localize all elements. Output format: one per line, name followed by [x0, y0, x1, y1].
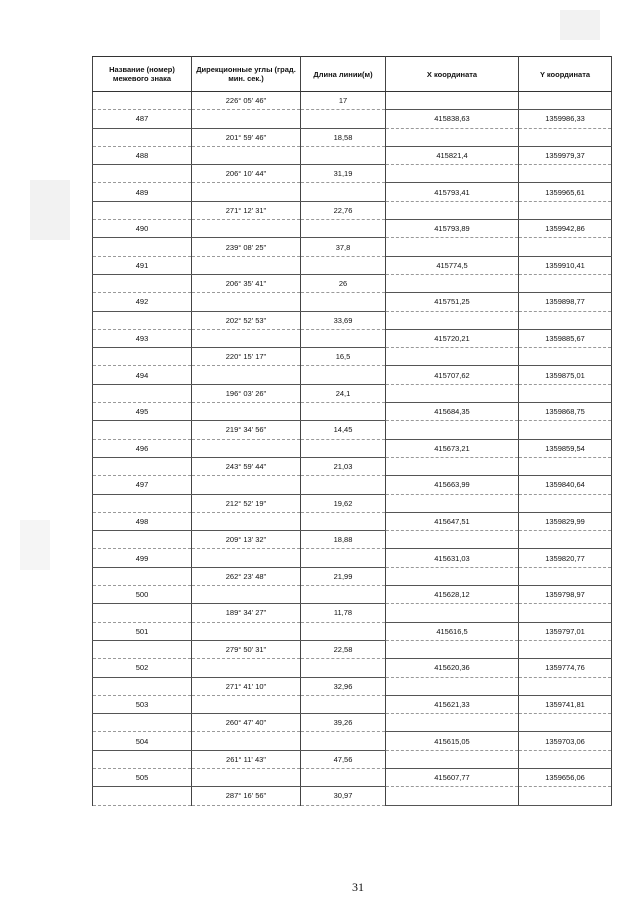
cell-y-coordinate: 1359797,01: [519, 622, 612, 640]
cell-y-coordinate: 1359986,33: [519, 110, 612, 128]
cell-line-length: [301, 183, 386, 201]
cell-x-coordinate: 415707,62: [386, 366, 519, 384]
cell-line-length: 19,62: [301, 494, 386, 512]
cell-marker-name: [93, 201, 192, 219]
cell-x-coordinate: 415838,63: [386, 110, 519, 128]
page-number: 31: [352, 880, 364, 894]
cell-x-coordinate: [386, 384, 519, 402]
cell-marker-name: [93, 787, 192, 805]
cell-direction-angle: 287° 16' 56": [192, 787, 301, 805]
cell-line-length: [301, 403, 386, 421]
cell-y-coordinate: [519, 165, 612, 183]
cell-line-length: [301, 659, 386, 677]
cell-direction-angle: [192, 768, 301, 786]
table-row: [93, 549, 612, 567]
table-row: [93, 110, 612, 128]
cell-marker-name: 490: [93, 220, 192, 238]
table-row: [93, 403, 612, 421]
cell-x-coordinate: 415793,89: [386, 220, 519, 238]
cell-x-coordinate: [386, 201, 519, 219]
cell-direction-angle: 260° 47' 40": [192, 714, 301, 732]
cell-y-coordinate: 1359979,37: [519, 146, 612, 164]
cell-y-coordinate: [519, 457, 612, 475]
cell-y-coordinate: [519, 311, 612, 329]
cell-x-coordinate: 415607,77: [386, 768, 519, 786]
cell-marker-name: 492: [93, 293, 192, 311]
cell-x-coordinate: [386, 531, 519, 549]
cell-marker-name: 499: [93, 549, 192, 567]
cell-direction-angle: [192, 220, 301, 238]
cell-x-coordinate: [386, 640, 519, 658]
table-row: [93, 457, 612, 475]
cell-marker-name: 489: [93, 183, 192, 201]
cell-direction-angle: 261° 11' 43": [192, 750, 301, 768]
cell-y-coordinate: [519, 787, 612, 805]
cell-marker-name: 495: [93, 403, 192, 421]
cell-marker-name: [93, 348, 192, 366]
table-row: [93, 256, 612, 274]
cell-marker-name: 498: [93, 512, 192, 530]
table-row: [93, 439, 612, 457]
cell-direction-angle: [192, 476, 301, 494]
cell-marker-name: 501: [93, 622, 192, 640]
cell-direction-angle: [192, 403, 301, 421]
cell-direction-angle: 201° 59' 46": [192, 128, 301, 146]
cell-x-coordinate: 415793,41: [386, 183, 519, 201]
cell-marker-name: [93, 92, 192, 110]
cell-x-coordinate: [386, 274, 519, 292]
cell-y-coordinate: 1359885,67: [519, 329, 612, 347]
cell-x-coordinate: [386, 567, 519, 585]
cell-y-coordinate: [519, 531, 612, 549]
cell-x-coordinate: [386, 92, 519, 110]
cell-line-length: [301, 622, 386, 640]
header-line-length: Длина линии(м): [301, 57, 386, 92]
cell-line-length: [301, 146, 386, 164]
cell-direction-angle: [192, 183, 301, 201]
cell-x-coordinate: 415615,05: [386, 732, 519, 750]
table-row: [93, 366, 612, 384]
table-row: [93, 659, 612, 677]
cell-x-coordinate: [386, 750, 519, 768]
cell-direction-angle: 262° 23' 48": [192, 567, 301, 585]
cell-y-coordinate: 1359774,76: [519, 659, 612, 677]
cell-y-coordinate: [519, 238, 612, 256]
cell-marker-name: 500: [93, 586, 192, 604]
cell-marker-name: 487: [93, 110, 192, 128]
cell-line-length: 16,5: [301, 348, 386, 366]
cell-line-length: 47,56: [301, 750, 386, 768]
cell-direction-angle: [192, 366, 301, 384]
cell-marker-name: 505: [93, 768, 192, 786]
cell-y-coordinate: [519, 384, 612, 402]
cell-marker-name: [93, 421, 192, 439]
table-row: [93, 201, 612, 219]
table-row: [93, 183, 612, 201]
cell-direction-angle: 219° 34' 56": [192, 421, 301, 439]
cell-y-coordinate: 1359840,64: [519, 476, 612, 494]
cell-line-length: 18,88: [301, 531, 386, 549]
cell-line-length: 17: [301, 92, 386, 110]
cell-line-length: 18,58: [301, 128, 386, 146]
cell-marker-name: [93, 677, 192, 695]
cell-direction-angle: 206° 35' 41": [192, 274, 301, 292]
cell-direction-angle: 209° 13' 32": [192, 531, 301, 549]
cell-direction-angle: [192, 695, 301, 713]
cell-line-length: 22,76: [301, 201, 386, 219]
cell-marker-name: [93, 531, 192, 549]
cell-line-length: [301, 439, 386, 457]
cell-line-length: [301, 586, 386, 604]
cell-y-coordinate: 1359942,86: [519, 220, 612, 238]
cell-y-coordinate: 1359703,06: [519, 732, 612, 750]
cell-direction-angle: 220° 15' 17": [192, 348, 301, 366]
cell-y-coordinate: 1359829,99: [519, 512, 612, 530]
boundary-coordinates-table: [92, 56, 612, 806]
cell-y-coordinate: [519, 348, 612, 366]
cell-line-length: 14,45: [301, 421, 386, 439]
cell-x-coordinate: [386, 348, 519, 366]
scan-noise: [30, 180, 70, 240]
cell-line-length: [301, 549, 386, 567]
cell-line-length: [301, 768, 386, 786]
cell-direction-angle: [192, 256, 301, 274]
cell-direction-angle: [192, 293, 301, 311]
cell-x-coordinate: 415751,25: [386, 293, 519, 311]
cell-marker-name: 504: [93, 732, 192, 750]
cell-y-coordinate: 1359898,77: [519, 293, 612, 311]
cell-direction-angle: [192, 329, 301, 347]
cell-x-coordinate: [386, 165, 519, 183]
cell-marker-name: [93, 640, 192, 658]
cell-y-coordinate: 1359859,54: [519, 439, 612, 457]
cell-y-coordinate: 1359798,97: [519, 586, 612, 604]
cell-y-coordinate: 1359868,75: [519, 403, 612, 421]
table-row: [93, 695, 612, 713]
cell-x-coordinate: 415673,21: [386, 439, 519, 457]
cell-direction-angle: 226° 05' 46": [192, 92, 301, 110]
cell-line-length: [301, 329, 386, 347]
cell-marker-name: 503: [93, 695, 192, 713]
cell-marker-name: 493: [93, 329, 192, 347]
table-row: [93, 146, 612, 164]
cell-y-coordinate: [519, 677, 612, 695]
cell-direction-angle: 212° 52' 19": [192, 494, 301, 512]
table-row: [93, 348, 612, 366]
table-row: [93, 586, 612, 604]
cell-y-coordinate: 1359910,41: [519, 256, 612, 274]
cell-line-length: [301, 366, 386, 384]
cell-direction-angle: [192, 146, 301, 164]
cell-x-coordinate: [386, 457, 519, 475]
cell-direction-angle: [192, 622, 301, 640]
cell-marker-name: 502: [93, 659, 192, 677]
cell-x-coordinate: [386, 494, 519, 512]
cell-marker-name: [93, 311, 192, 329]
table-row: [93, 238, 612, 256]
cell-direction-angle: 189° 34' 27": [192, 604, 301, 622]
cell-marker-name: 488: [93, 146, 192, 164]
cell-marker-name: 491: [93, 256, 192, 274]
cell-direction-angle: [192, 512, 301, 530]
cell-x-coordinate: [386, 128, 519, 146]
cell-marker-name: [93, 604, 192, 622]
table-row: [93, 421, 612, 439]
cell-x-coordinate: [386, 787, 519, 805]
cell-line-length: 30,97: [301, 787, 386, 805]
cell-y-coordinate: [519, 494, 612, 512]
cell-x-coordinate: 415628,12: [386, 586, 519, 604]
cell-marker-name: [93, 165, 192, 183]
cell-x-coordinate: 415631,03: [386, 549, 519, 567]
cell-direction-angle: 243° 59' 44": [192, 457, 301, 475]
header-y-coordinate: Y координата: [519, 57, 612, 92]
table-row: [93, 714, 612, 732]
cell-x-coordinate: [386, 677, 519, 695]
cell-line-length: 37,8: [301, 238, 386, 256]
cell-x-coordinate: 415616,5: [386, 622, 519, 640]
table-row: [93, 293, 612, 311]
table-row: [93, 732, 612, 750]
table-row: [93, 165, 612, 183]
table-row: [93, 494, 612, 512]
cell-y-coordinate: 1359875,01: [519, 366, 612, 384]
cell-y-coordinate: [519, 714, 612, 732]
cell-line-length: 32,96: [301, 677, 386, 695]
cell-y-coordinate: [519, 274, 612, 292]
cell-x-coordinate: 415684,35: [386, 403, 519, 421]
cell-direction-angle: 196° 03' 26": [192, 384, 301, 402]
cell-line-length: [301, 732, 386, 750]
table-row: [93, 476, 612, 494]
header-marker-name: Название (номер) межевого знака: [93, 57, 192, 92]
cell-direction-angle: [192, 586, 301, 604]
cell-x-coordinate: 415620,36: [386, 659, 519, 677]
cell-x-coordinate: [386, 604, 519, 622]
cell-marker-name: [93, 274, 192, 292]
cell-direction-angle: [192, 439, 301, 457]
cell-marker-name: 496: [93, 439, 192, 457]
table-row: [93, 531, 612, 549]
cell-direction-angle: 239° 08' 25": [192, 238, 301, 256]
cell-x-coordinate: 415720,21: [386, 329, 519, 347]
table-row: [93, 787, 612, 805]
cell-y-coordinate: 1359965,61: [519, 183, 612, 201]
table-header-row: [93, 57, 612, 92]
table-row: [93, 640, 612, 658]
cell-direction-angle: 271° 41' 10": [192, 677, 301, 695]
cell-direction-angle: 279° 50' 31": [192, 640, 301, 658]
cell-x-coordinate: 415621,33: [386, 695, 519, 713]
cell-line-length: 33,69: [301, 311, 386, 329]
cell-y-coordinate: [519, 604, 612, 622]
cell-y-coordinate: [519, 201, 612, 219]
cell-x-coordinate: 415774,5: [386, 256, 519, 274]
table-body: [93, 92, 612, 806]
table-row: [93, 512, 612, 530]
cell-x-coordinate: 415647,51: [386, 512, 519, 530]
cell-x-coordinate: 415663,99: [386, 476, 519, 494]
cell-y-coordinate: [519, 421, 612, 439]
table-row: [93, 92, 612, 110]
cell-y-coordinate: [519, 750, 612, 768]
table-row: [93, 128, 612, 146]
cell-direction-angle: [192, 659, 301, 677]
cell-marker-name: [93, 384, 192, 402]
cell-y-coordinate: [519, 567, 612, 585]
cell-x-coordinate: [386, 421, 519, 439]
cell-line-length: [301, 293, 386, 311]
table-row: [93, 220, 612, 238]
table-row: [93, 384, 612, 402]
cell-marker-name: 497: [93, 476, 192, 494]
cell-line-length: 21,03: [301, 457, 386, 475]
table-row: [93, 567, 612, 585]
cell-y-coordinate: 1359820,77: [519, 549, 612, 567]
cell-direction-angle: [192, 110, 301, 128]
cell-y-coordinate: [519, 128, 612, 146]
cell-direction-angle: 202° 52' 53": [192, 311, 301, 329]
cell-marker-name: [93, 238, 192, 256]
header-direction-angle: Дирекционные углы (град. мин. сек.): [192, 57, 301, 92]
cell-y-coordinate: 1359656,06: [519, 768, 612, 786]
cell-line-length: 22,58: [301, 640, 386, 658]
cell-marker-name: 494: [93, 366, 192, 384]
cell-marker-name: [93, 750, 192, 768]
cell-line-length: 31,19: [301, 165, 386, 183]
cell-line-length: [301, 256, 386, 274]
table-row: [93, 677, 612, 695]
table-row: [93, 274, 612, 292]
cell-direction-angle: 271° 12' 31": [192, 201, 301, 219]
header-x-coordinate: X координата: [386, 57, 519, 92]
table-row: [93, 768, 612, 786]
cell-line-length: [301, 476, 386, 494]
table-row: [93, 329, 612, 347]
cell-direction-angle: 206° 10' 44": [192, 165, 301, 183]
cell-line-length: [301, 695, 386, 713]
table-row: [93, 311, 612, 329]
cell-direction-angle: [192, 732, 301, 750]
cell-line-length: 11,78: [301, 604, 386, 622]
cell-line-length: [301, 110, 386, 128]
cell-x-coordinate: [386, 714, 519, 732]
cell-marker-name: [93, 494, 192, 512]
cell-direction-angle: [192, 549, 301, 567]
cell-x-coordinate: [386, 311, 519, 329]
table-row: [93, 622, 612, 640]
scan-noise: [560, 10, 600, 40]
cell-x-coordinate: 415821,4: [386, 146, 519, 164]
cell-line-length: 21,99: [301, 567, 386, 585]
cell-line-length: 39,26: [301, 714, 386, 732]
cell-marker-name: [93, 567, 192, 585]
cell-line-length: [301, 220, 386, 238]
cell-marker-name: [93, 128, 192, 146]
cell-line-length: 24,1: [301, 384, 386, 402]
cell-marker-name: [93, 714, 192, 732]
scan-noise: [20, 520, 50, 570]
table-row: [93, 604, 612, 622]
cell-line-length: 26: [301, 274, 386, 292]
cell-y-coordinate: [519, 92, 612, 110]
cell-line-length: [301, 512, 386, 530]
table-row: [93, 750, 612, 768]
cell-y-coordinate: 1359741,81: [519, 695, 612, 713]
cell-marker-name: [93, 457, 192, 475]
cell-y-coordinate: [519, 640, 612, 658]
cell-x-coordinate: [386, 238, 519, 256]
